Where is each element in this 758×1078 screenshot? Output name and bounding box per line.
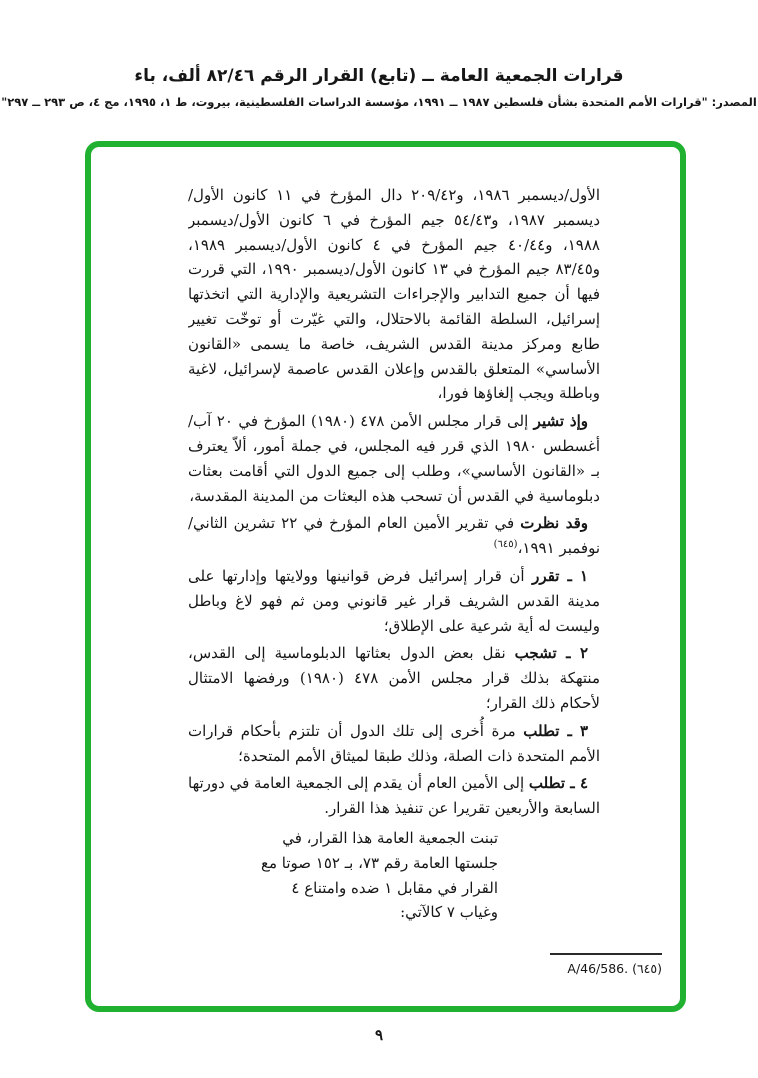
paragraph-preamble-continuation	[188, 183, 600, 406]
footnote-reference: (٦٤٥)	[493, 539, 518, 551]
footnote-text: A/46/586. (٦٤٥)	[567, 961, 662, 976]
paragraph-lead: وقد نظرت	[520, 514, 588, 533]
paragraph-text: في تقرير الأمين العام المؤرخ في ٢٢ تشرين الثاني/نوفمبر ١٩٩١،	[188, 514, 600, 558]
paragraph-operative-3	[188, 719, 600, 769]
paragraph-lead: ٣ ـ تطلب	[523, 721, 588, 740]
footnote-rule	[550, 953, 662, 955]
footnote-block	[550, 953, 662, 976]
resolution-text-box	[85, 141, 686, 1012]
source-line: المصدر: "قرارات الأمم المتحدة بشأن فلسطين ١٩٨٧ ــ ١٩٩١، مؤسسة الدراسات الفلسطينية، بيروت، ط ١، ١٩٩٥، مج ٤، ص ٢٩٣ ــ ٢٩٧"	[1, 95, 757, 109]
paragraph-text: الأول/ديسمبر ١٩٨٦، و٢٠٩/٤٢ دال المؤرخ في ١١ كانون الأول/ديسمبر ١٩٨٧، و٥٤/٤٣ جيم المؤرخ في ٦ كانون الأول/ديسمبر ١٩٨٨، و٤٠/٤٤ جيم المؤرخ في ٤ كانون الأول/ديسمبر ١٩٨٩، و٨٣/٤٥ جيم المؤرخ في ١٣ كانون الأول/ديسمبر ١٩٩٠، التي قررت فيها أن جميع التدابير والإجراءات التشريعية والإدارية التي اتخذتها إسرائيل، السلطة القائمة بالاحتلال، والتي غيّرت أو توخّت تغيير طابع ومركز مدينة القدس الشريف، خاصة ما يسمى «القانون الأساسي» المتعلق بالقدس وإعلان القدس عاصمة لإسرائيل، لاغية وباطلة ويجب إلغاؤها فورا،	[188, 186, 600, 403]
paragraph-operative-4	[188, 771, 600, 821]
paragraph-having-considered	[188, 511, 600, 561]
paragraph-text: أن قرار إسرائيل فرض قوانينها وولايتها وإدارتها على مدينة القدس الشريف قرار غير قانوني ومن ثم فهو لاغ وباطل وليست له أية شرعية على الإطلاق؛	[188, 566, 600, 635]
page-title: قرارات الجمعية العامة ــ (تابع) القرار الرقم ٨٢/٤٦ ألف، باء	[134, 66, 624, 86]
paragraph-text: مرة أُخرى إلى تلك الدول أن تلتزم بأحكام قرارات الأمم المتحدة ذات الصلة، وذلك طبقا لميثاق الأمم المتحدة؛	[188, 721, 600, 765]
paragraph-lead: ٢ ـ تشجب	[514, 644, 589, 663]
paragraph-text: إلى قرار مجلس الأمن ٤٧٨ (١٩٨٠) المؤرخ في ٢٠ آب/أغسطس ١٩٨٠ الذي قرر فيه المجلس، في جملة أمور، ألاّ يعترف بـ «القانون الأساسي»، وطلب إلى جميع الدول التي أقامت بعثات دبلوماسية في القدس أن تسحب هذه البعثات من المدينة المقدسة،	[188, 412, 600, 505]
paragraph-lead: ٤ ـ تطلب	[528, 774, 588, 793]
paragraph-operative-2	[188, 641, 600, 715]
paragraph-recalling	[188, 409, 600, 508]
resolution-body	[188, 183, 600, 925]
paragraph-lead: وإذ تشير	[533, 412, 588, 431]
paragraph-lead: ١ ـ تقرر	[532, 566, 588, 585]
page-header	[0, 66, 758, 109]
paragraph-text: نقل بعض الدول بعثاتها الدبلوماسية إلى القدس، منتهكة بذلك قرار مجلس الأمن ٤٧٨ (١٩٨٠) ورفضها الامتثال لأحكام ذلك القرار؛	[188, 644, 600, 712]
paragraph-text: إلى الأمين العام أن يقدم إلى الجمعية العامة في دورتها السابعة والأربعين تقريرا عن تنفيذ هذا القرار.	[188, 774, 600, 818]
adoption-note: تبنت الجمعية العامة هذا القرار، في جلستها العامة رقم ٧٣، بـ ١٥٢ صوتا مع القرار في مقابل ١ ضده وامتناع ٤ وغياب ٧ كالآتي:	[261, 828, 498, 922]
paragraph-operative-1	[188, 564, 600, 638]
page-number: ٩	[374, 1026, 384, 1044]
